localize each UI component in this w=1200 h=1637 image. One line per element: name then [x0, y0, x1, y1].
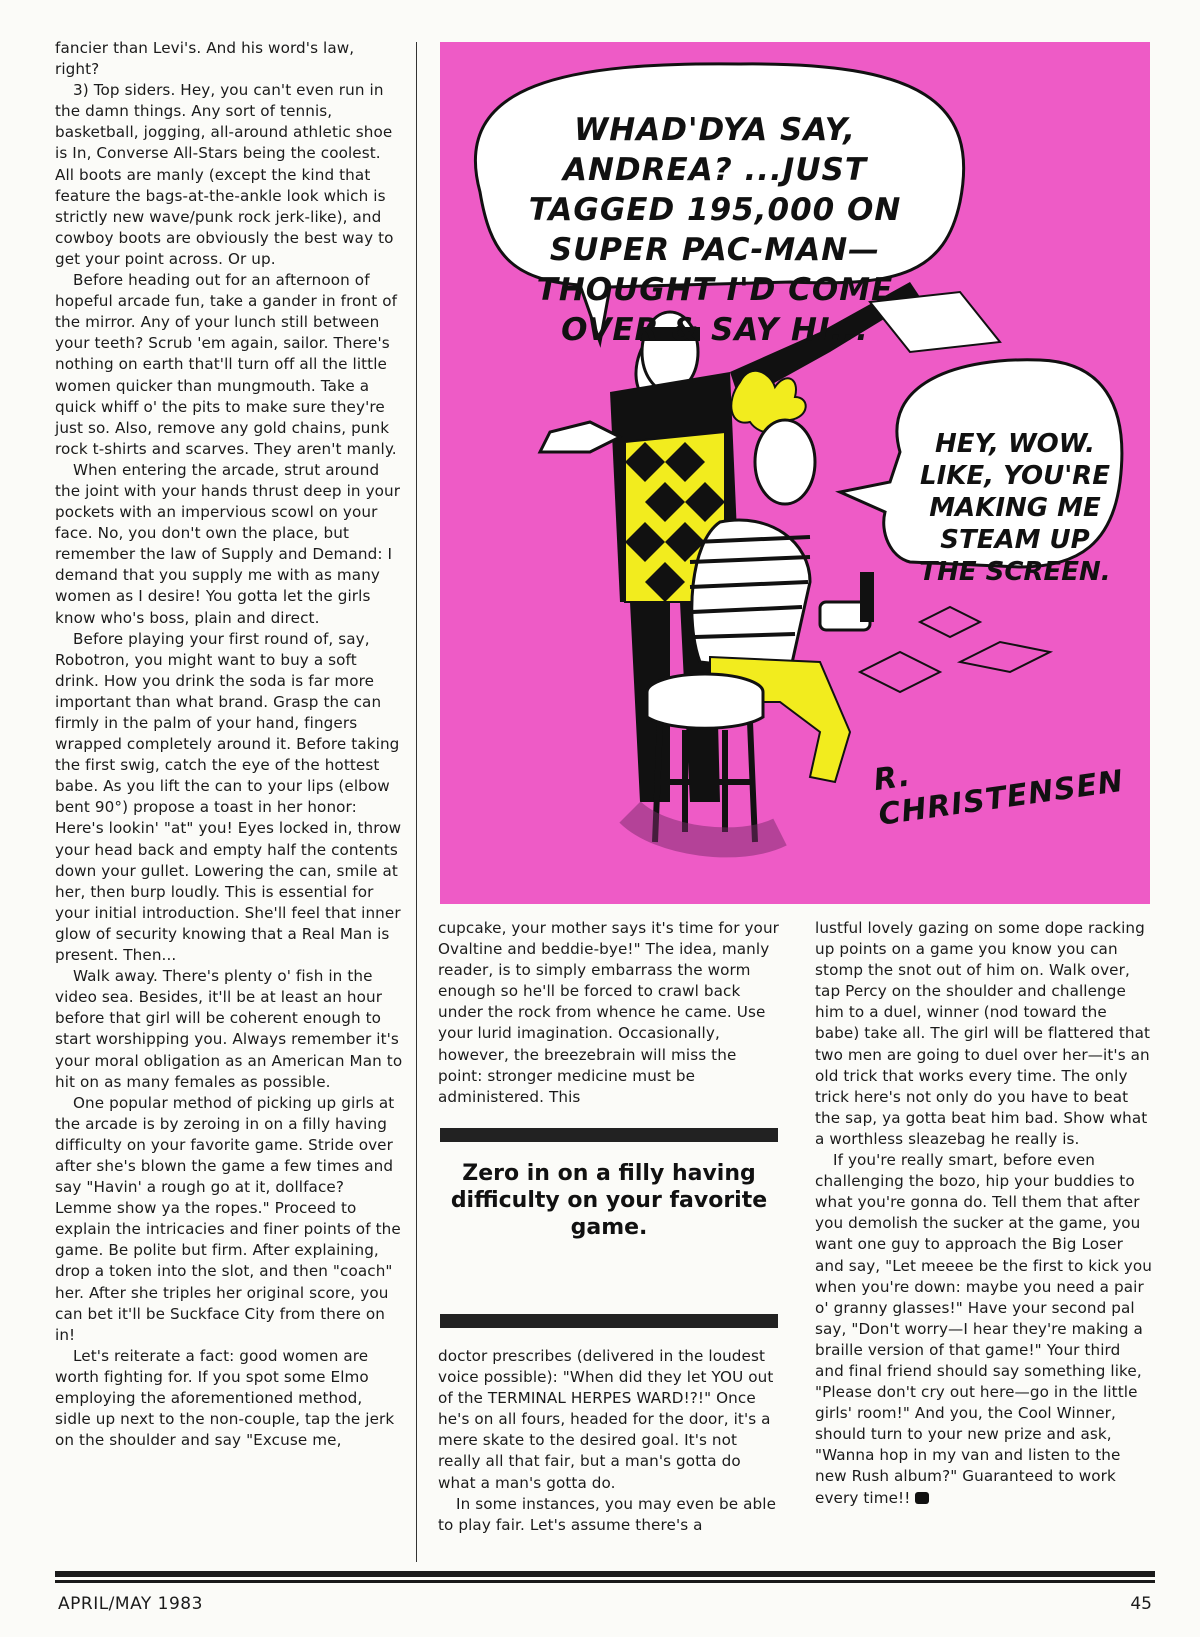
paragraph: 3) Top siders. Hey, you can't even run in the damn things. Any sort of tennis, basketball, jogging, all-around athletic shoe is In, Converse All-Stars being the coolest. All boots are manly (except the kind that feature the bags-at-the-ankle look which is strictly new wave/punk rock jerk-like), and cowboy boots are obviously the best way to get your point across. Or up. [55, 81, 394, 268]
pullquote-rule-bottom [440, 1314, 778, 1328]
paragraph: Walk away. There's plenty o' fish in the video sea. Besides, it'll be at least an hour before that girl will be coherent enough to start worshipping you. Always remember it's your moral obligation as an American Man to hit on as many females as possible. [55, 967, 403, 1091]
article-column-3 [815, 918, 1153, 1509]
cartoon-illustration [440, 42, 1150, 904]
end-mark-icon [915, 1492, 929, 1504]
motion-marks [860, 607, 1050, 692]
article-column-2-continued [438, 1346, 780, 1536]
paragraph: Let's reiterate a fact: good women are worth fighting for. If you spot some Elmo employing the aforementioned method, sidle up next to the non-couple, tap the jerk on the shoulder and say "Excuse me, [55, 1346, 395, 1450]
floor-shadow [630, 812, 780, 842]
column-divider [416, 42, 417, 1562]
paragraph: When entering the arcade, strut around the joint with your hands thrust deep in your pockets with an impervious scowl on your face. No, you don't own the place, but remember the law of Supply and Demand: I demand that you supply me with as many women as I desire! You gotta let the girls know who's boss, plain and direct. [55, 460, 401, 627]
paragraph: doctor prescribes (delivered in the loudest voice possible): "When did they let YOU out of the TERMINAL HERPES WARD!?!" Once he's on all fours, headed for the door, it's a mere skate to the desired goal. It's not really all that fair, but a man's gotta do what a man's gotta do. [438, 1347, 774, 1492]
paragraph: fancier than Levi's. And his word's law, right? [55, 39, 355, 79]
page-number: 45 [1130, 1594, 1152, 1614]
article-column-2 [438, 918, 780, 1108]
paragraph: One popular method of picking up girls at the arcade is by zeroing in on a filly having difficulty on your favorite game. Stride over after she's blown the game a few times and say "Havin' a rough go at it, dollface? Lemme show ya the ropes." Proceed to explain the intricacies and finer points of the game. Be polite but firm. After explaining, drop a token into the slot, and then "coach" her. After she triples her original score, you can bet it'll be Suckface City from there on in! [55, 1093, 401, 1344]
paragraph: cupcake, your mother says it's time for your Ovaltine and beddie-bye!" The idea, manly reader, is to simply embarrass the worm enough so he'll be forced to crawl back under the rock from whence he came. Use your lurid imagination. Occasionally, however, the breezebrain will miss the point: stronger medicine must be administered. This [438, 919, 780, 1106]
speech-bubble-1-text: WHAD'DYA SAY, ANDREA? ...JUST TAGGED 195,000 ON SUPER PAC-MAN—THOUGHT I'D COME OVER & SAY HI... [528, 112, 902, 348]
issue-date: APRIL/MAY 1983 [58, 1594, 203, 1614]
paragraph: In some instances, you may even be able to play fair. Let's assume there's a [438, 1494, 777, 1534]
artist-signature: R. CHRISTENSEN [871, 758, 1127, 833]
pullquote-rule-top [440, 1128, 778, 1142]
paragraph-text: If you're really smart, before even challenging the bozo, hip your buddies to what you're gonna do. Tell them that after you demolish the sucker at the game, you want one guy to approach the Big Loser and say, "Let meeee be the first to kick you when you're down: maybe you need a pair o' granny glasses!" Have your second pal say, "Don't worry—I hear they're making a braille version of that game!" Your third and final friend should say something like, "Please don't cry out here—go in the little girls' room!" And you, the Cool Winner, should turn to your new prize and ask, "Wanna hop in my van and listen to the new Rush album?" Guaranteed to work every time!! [815, 1151, 1153, 1507]
article-column-1 [55, 38, 403, 1451]
paragraph: lustful lovely gazing on some dope racking up points on a game you know you can stomp the snot out of him on. Walk over, tap Percy on the shoulder and challenge him to a duel, winner (nod toward the babe) take all. The girl will be flattered that two men are going to duel over her—it's an old trick that works every time. The only trick here's not only do you have to beat the sap, ya gotta beat him bad. Show what a worthless sleazebag he really is. [815, 919, 1151, 1148]
paragraph [815, 1150, 1153, 1509]
footer-rule [55, 1571, 1155, 1577]
paragraph: Before heading out for an afternoon of hopeful arcade fun, take a gander in front of the mirror. Any of your lunch still between your teeth? Scrub 'em again, sailor. There's nothing on earth that'll turn off all the little women quicker than mungmouth. Take a quick whiff o' the pits to make sure they're just so. Also, remove any gold chains, punk rock t-shirts and scarves. They aren't manly. [55, 271, 398, 458]
footer-rule-thin [55, 1580, 1155, 1583]
speech-bubble-2-text: HEY, WOW. LIKE, YOU'RE MAKING ME STEAM UP THE SCREEN. [919, 429, 1111, 587]
pull-quote: Zero in on a filly having difficulty on your favorite game. [450, 1161, 768, 1240]
paragraph: Before playing your first round of, say, Robotron, you might want to buy a soft drink. How you drink the soda is far more important than what brand. Grasp the can firmly in the palm of your hand, fingers wrapped completely around it. Before taking the first swig, catch the eye of the hottest babe. As you lift the can to your lips (elbow bent 90°) propose a toast in her honor: Here's lookin' "at" you! Eyes locked in, throw your head back and empty half the contents down your gullet. Lowering the can, smile at her, then burp loudly. This is essential for your initial introduction. She'll feel that inner glow of security knowing that a Real Man is present. Then... [55, 629, 402, 965]
